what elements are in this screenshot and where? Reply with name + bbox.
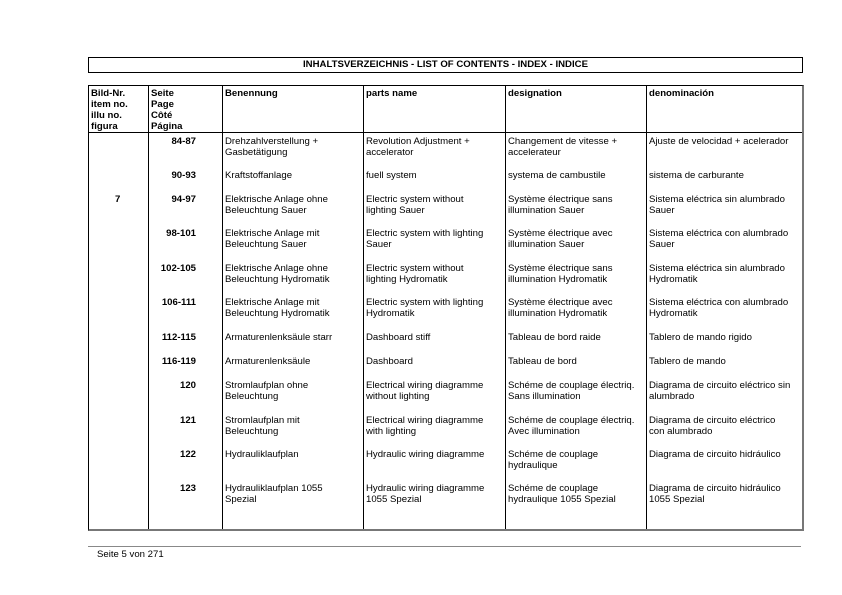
cell-es: Diagrama de circuito eléctrico sin alumbrado	[649, 380, 791, 402]
cell-en: Electric system without lighting Hydromatik	[366, 263, 464, 285]
cell-de: Elektrische Anlage mit Beleuchtung Sauer	[225, 228, 320, 250]
cell-fr: Schéme de couplage hydraulique	[508, 449, 599, 471]
cell-fr: Tableau de bord	[508, 356, 577, 367]
cell-es: Sistema eléctrica sin alumbrado Hydromatik	[649, 263, 785, 285]
cell-en: Electric system with lighting Hydromatik	[366, 297, 484, 319]
cell-es: Sistema eléctrica con alumbrado Hydromatik	[649, 297, 789, 319]
cell-es: sistema de carburante	[649, 170, 744, 181]
cell-en: Electrical wiring diagramme with lighting	[366, 415, 484, 437]
header-item-no: Bild-Nr. item no. illu no. figura	[91, 88, 128, 132]
page-range: 94-97	[171, 194, 196, 205]
cell-en: Hydraulic wiring diagramme 1055 Spezial	[366, 483, 485, 505]
header-benennung: Benennung	[225, 88, 278, 99]
cell-es: Diagrama de circuito eléctrico con alumbrado	[649, 415, 776, 437]
cell-de: Armaturenlenksäule starr	[225, 332, 333, 343]
page-range: 102-105	[160, 263, 196, 274]
page-range: 116-119	[161, 356, 196, 367]
header-parts-name: parts name	[366, 88, 418, 99]
cell-de: Hydrauliklaufplan	[225, 449, 299, 460]
page-range: 98-101	[166, 228, 196, 239]
page-range: 106-111	[161, 297, 196, 308]
column-divider	[222, 86, 223, 529]
cell-fr: systema de cambustile	[508, 170, 606, 181]
cell-fr: Schéme de couplage hydraulique 1055 Spezial	[508, 483, 616, 505]
cell-es: Tablero de mando rigido	[649, 332, 752, 343]
page-range: 123	[179, 483, 196, 494]
cell-fr: Système électrique sans illumination Sauer	[508, 194, 613, 216]
cell-fr: Changement de vitesse + accelerateur	[508, 136, 618, 158]
cell-fr: Système électrique sans illumination Hydromatik	[508, 263, 613, 285]
page-range: 122	[179, 449, 196, 460]
column-divider	[363, 86, 364, 529]
page-range: 121	[179, 415, 196, 426]
cell-en: Electric system with lighting Sauer	[366, 228, 484, 250]
cell-de: Kraftstoffanlage	[225, 170, 293, 181]
header-page: Seite Page Côté Página	[151, 88, 183, 132]
header-denominacion: denominación	[649, 88, 715, 99]
header-designation: designation	[508, 88, 562, 99]
cell-fr: Tableau de bord raide	[508, 332, 601, 343]
cell-es: Diagrama de circuito hidráulico 1055 Spezial	[649, 483, 781, 505]
page-range: 112-115	[161, 332, 196, 343]
cell-en: Hydraulic wiring diagramme	[366, 449, 485, 460]
cell-de: Elektrische Anlage ohne Beleuchtung Sauer	[225, 194, 328, 216]
cell-en: Electric system without lighting Sauer	[366, 194, 464, 216]
cell-de: Stromlaufplan ohne Beleuchtung	[225, 380, 309, 402]
document-title: INHALTSVERZEICHNIS - LIST OF CONTENTS - INDEX - INDICE	[88, 57, 803, 73]
cell-de: Hydrauliklaufplan 1055 Spezial	[225, 483, 323, 505]
cell-es: Tablero de mando	[649, 356, 726, 367]
cell-en: Revolution Adjustment + accelerator	[366, 136, 470, 158]
cell-en: Dashboard stiff	[366, 332, 431, 343]
cell-en: Electrical wiring diagramme without lighting	[366, 380, 484, 402]
cell-es: Diagrama de circuito hidráulico	[649, 449, 781, 460]
page-number: Seite 5 von 271	[97, 549, 164, 560]
cell-de: Drehzahlverstellung + Gasbetätigung	[225, 136, 319, 158]
cell-es: Ajuste de velocidad + acelerador	[649, 136, 789, 147]
column-divider	[646, 86, 647, 529]
cell-fr: Schéme de couplage électriq. Avec illumination	[508, 415, 635, 437]
footer-divider	[88, 546, 801, 547]
cell-de: Stromlaufplan mit Beleuchtung	[225, 415, 300, 437]
cell-fr: Système électrique avec illumination Hydromatik	[508, 297, 613, 319]
cell-en: Dashboard	[366, 356, 413, 367]
page-range: 90-93	[171, 170, 196, 181]
page-range: 120	[179, 380, 196, 391]
page-range: 84-87	[171, 136, 196, 147]
cell-fr: Système électrique avec illumination Sauer	[508, 228, 613, 250]
contents-table	[88, 85, 804, 531]
cell-es: Sistema eléctrica con alumbrado Sauer	[649, 228, 789, 250]
cell-en: fuell system	[366, 170, 417, 181]
cell-fr: Schéme de couplage électriq. Sans illumination	[508, 380, 635, 402]
cell-de: Elektrische Anlage mit Beleuchtung Hydromatik	[225, 297, 330, 319]
header-divider	[89, 132, 802, 133]
cell-de: Elektrische Anlage ohne Beleuchtung Hydromatik	[225, 263, 330, 285]
cell-de: Armaturenlenksäule	[225, 356, 311, 367]
figure-number: 7	[115, 194, 121, 205]
column-divider	[505, 86, 506, 529]
cell-es: Sistema eléctrica sin alumbrado Sauer	[649, 194, 785, 216]
